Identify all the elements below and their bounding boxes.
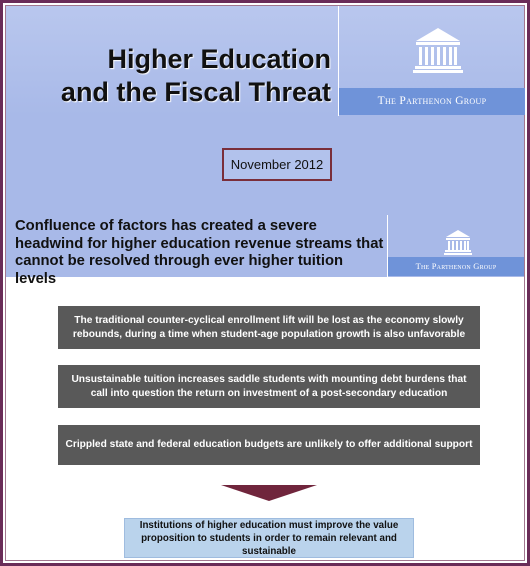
date-text: November 2012 [230, 157, 324, 172]
factor-box-1 [58, 306, 480, 349]
page-title [46, 43, 331, 109]
logo-panel [344, 6, 524, 92]
small-logo-wordmark: The Parthenon Group [415, 261, 497, 271]
parthenon-small-logo-icon [388, 215, 524, 257]
conclusion-box [124, 518, 414, 558]
title-line-2: and the Fiscal Threat [60, 77, 331, 107]
parthenon-logo-icon [344, 6, 524, 92]
factor-text-2: Unsustainable tuition increases saddle students with mounting debt burdens that call into question the return on investment of a post-secondary education [71, 373, 467, 399]
factor-text-1: The traditional counter-cyclical enrollment lift will be lost as the economy slowly rebounds, during a time when student-age population growth is also unfavorable [72, 314, 466, 340]
logo-wordmark-bar [339, 88, 525, 115]
small-logo-wordmark-bar [388, 257, 524, 276]
down-arrow-icon [221, 485, 317, 501]
title-line-1: Higher Education [107, 44, 331, 74]
date-box [222, 148, 332, 181]
headline-text: Confluence of factors has created a severe headwind for higher education revenue streams that cannot be resolved through ever higher tuition levels [15, 218, 384, 287]
factor-box-3 [58, 425, 480, 465]
factor-text-3: Crippled state and federal education budgets are unlikely to offer additional support [65, 439, 473, 450]
factor-box-2 [58, 365, 480, 408]
logo-wordmark: The Parthenon Group [377, 95, 487, 107]
conclusion-text: Institutions of higher education must improve the value proposition to students in order to remain relevant and sustainable [139, 519, 399, 557]
